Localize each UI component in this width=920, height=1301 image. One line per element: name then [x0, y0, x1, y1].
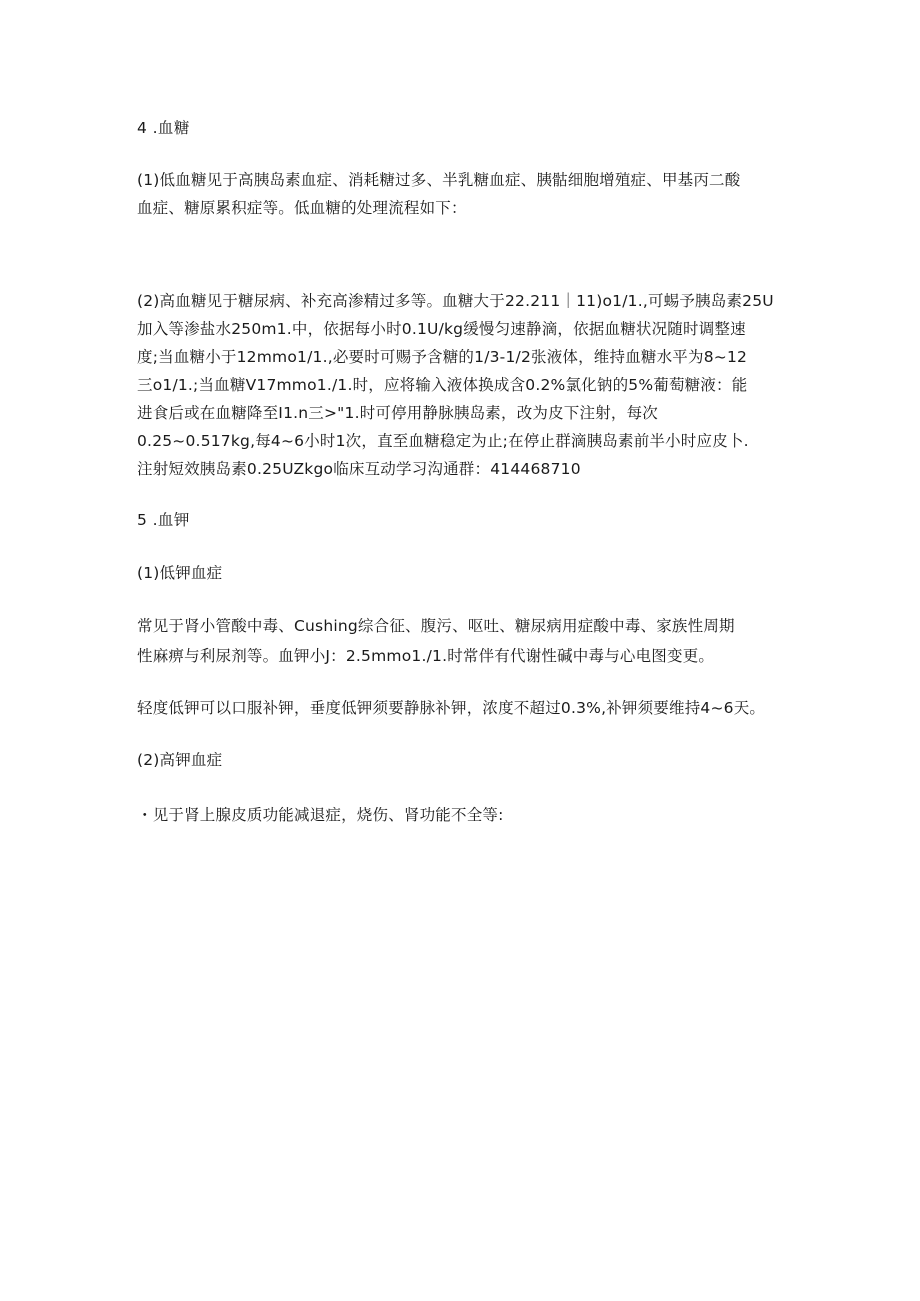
paragraph-hyperglycemia-line-6: 0.25~0.517kg,每4~6小时1次，直至血糖稳定为止;在停止群滴胰岛素前半小时应皮卜. [137, 432, 749, 450]
list-item-hyperkalemia-causes: ・见于肾上腺皮质功能减退症，烧伤、肾功能不全等: [137, 806, 504, 824]
paragraph-hypoglycemia-line-2: 血症、糖原累积症等。低血糖的处理流程如下： [137, 199, 467, 217]
subheading-hyperkalemia: (2)高钾血症 [137, 751, 223, 769]
paragraph-hyperglycemia-line-5: 进食后或在血糖降至I1.n三>"1.时可停用静脉胰岛素，改为皮下注射，每次 [137, 404, 658, 422]
subheading-hypokalemia: (1)低钾血症 [137, 564, 223, 582]
paragraph-hypokalemia-line-1: 常见于肾小管酸中毒、Cushing综合征、腹污、呕吐、糖尿病用症酸中毒、家族性周期 [137, 617, 735, 635]
paragraph-hyperglycemia-line-7: 注射短效胰岛素0.25UZkgo临床互动学习沟通群：414468710 [137, 460, 581, 478]
paragraph-hypoglycemia-line-1: (1)低血糖见于高胰岛素血症、消耗糖过多、半乳糖血症、胰骷细胞增殖症、甲基丙二酸 [137, 171, 741, 189]
paragraph-hyperglycemia-line-2: 加入等渗盐水250m1.中，依据每小时0.1U/kg缓慢匀速静滴，依据血糖状况随时调整速 [137, 320, 746, 338]
paragraph-hypokalemia-line-2: 性麻痹与利尿剂等。血钾小J：2.5mmo1./1.时常伴有代谢性碱中毒与心电图变更。 [137, 647, 715, 665]
paragraph-hyperglycemia-line-3: 度;当血糖小于12mmo1/1.,必要时可赐予含糖的1/3-1/2张液体，维持血糖水平为8~12 [137, 348, 748, 366]
section-heading-blood-glucose: 4 .血糖 [137, 119, 190, 137]
paragraph-hyperglycemia-line-4: 三o1/1.;当血糖V17mmo1./1.时，应将输入液体换成含0.2%氯化钠的5%葡萄糖液：能 [137, 376, 748, 394]
paragraph-hyperglycemia-line-1: (2)高血糖见于糖尿病、补充高渗精过多等。血糖大于22.211｜11)o1/1.,可蜴予胰岛素25U [137, 292, 774, 310]
paragraph-potassium-supplement: 轻度低钾可以口服补钾，垂度低钾须要静脉补钾，浓度不超过0.3%,补钾须要维持4~6天。 [137, 699, 766, 717]
section-heading-blood-potassium: 5 .血钾 [137, 511, 190, 529]
